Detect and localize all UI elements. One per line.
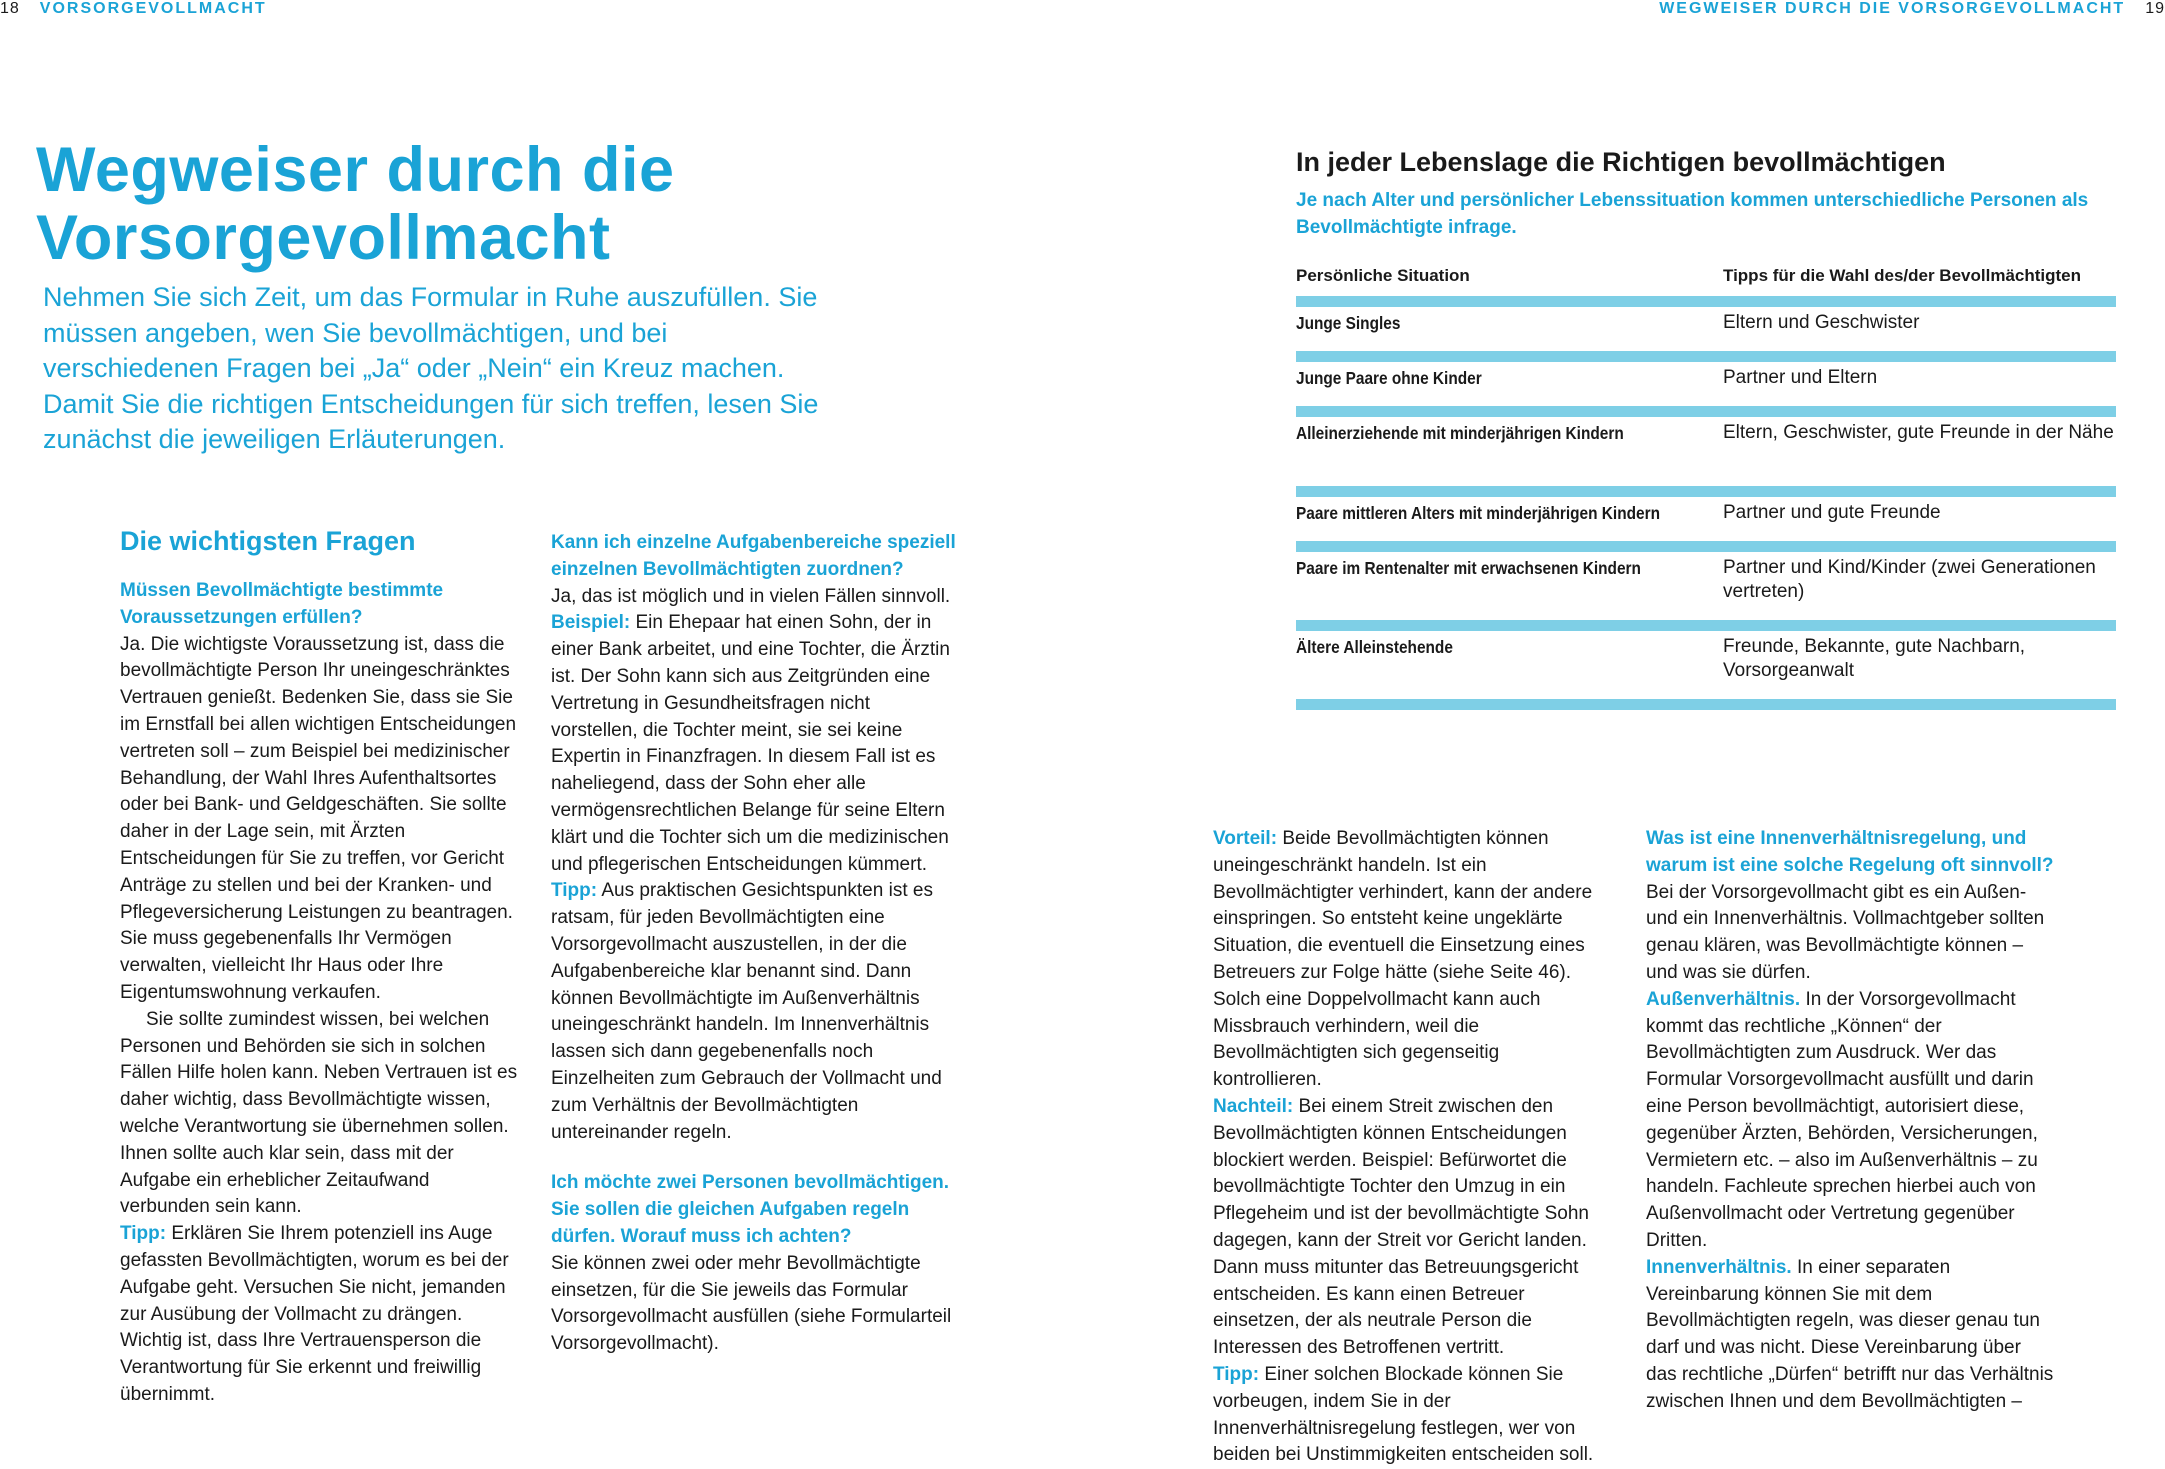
table-subtitle: Je nach Alter und persönlicher Lebenssituation kommen unterschiedliche Personen als Bevollmächtigte infrage. <box>1296 190 2089 238</box>
tip-cell: Eltern, Geschwister, gute Freunde in der Nähe <box>1723 422 2114 443</box>
question-heading: Was ist eine Innenverhältnisregelung, und warum ist eine solche Regelung oft sinnvoll? <box>1646 828 2054 876</box>
example-paragraph <box>551 610 961 878</box>
answer-paragraph: Bei der Vorsorgevollmacht gibt es ein Außen- und ein Innenverhältnis. Vollmachtgeber sollten genau klären, was Bevollmächtigte können – und was sie dürfen. <box>1646 881 2045 983</box>
table-row <box>1296 417 2116 497</box>
section-heading: Die wichtigsten Fragen <box>120 526 416 556</box>
situation-cell: Junge Paare ohne Kinder <box>1296 368 1482 388</box>
table-row <box>1296 631 2116 710</box>
page-number-left: 18 <box>0 0 20 17</box>
pro-text: Beide Bevollmächtigten können uneingeschränkt handeln. Ist ein Bevollmächtigter verhindert, kann der andere einspringen. So entsteht keine ungeklärte Situation, die eventuell die Einsetzung eines Betreuers zur Folge hätte (siehe Seite 46). Solch eine Doppelvollmacht kann auch Missbrauch verhindern, weil die Bevollmächtigten sich gegenseitig kontrollieren. <box>1213 828 1593 1091</box>
tip-paragraph <box>1213 1362 1613 1469</box>
tip-cell: Partner und Eltern <box>1723 367 1878 388</box>
question-heading: Müssen Bevollmächtigte bestimmte Voraussetzungen erfüllen? <box>120 580 444 628</box>
tip-cell: Partner und gute Freunde <box>1723 502 1941 523</box>
text-column-2 <box>551 530 961 1358</box>
example-label: Beispiel: <box>551 612 631 634</box>
table-row <box>1296 307 2116 362</box>
question-heading: Ich möchte zwei Personen bevollmächtigen. Sie sollen die gleichen Aufgaben regeln dürfen. Worauf muss ich achten? <box>551 1172 950 1247</box>
situation-cell: Alleinerziehende mit minderjährigen Kindern <box>1296 423 1624 443</box>
text-column-3 <box>1213 826 1613 1469</box>
table-row <box>1296 552 2116 631</box>
table-row <box>1296 362 2116 417</box>
tip-text: Einer solchen Blockade können Sie vorbeugen, indem Sie in der Innenverhältnisregelung festlegen, wer von beiden bei Unstimmigkeiten entscheiden soll. <box>1213 1363 1594 1466</box>
text-column-1 <box>120 524 520 1409</box>
con-text: Bei einem Streit zwischen den Bevollmächtigten können Entscheidungen blockiert werden. Beispiel: Befürwortet die bevollmächtigte Tochter den Umzug in ein Pflegeheim und ist der bevollmächtigte Sohn dagegen, kann der Streit vor Gericht landen. Dann muss mitunter das Betreuungsgericht entscheiden. Es kann einen Betreuer einsetzen, der als neutrale Person die Interessen des Betroffenen vertritt. <box>1213 1095 1590 1359</box>
answer-paragraph: Sie sollte zumindest wissen, bei welchen Personen und Behörden sie sich in solchen Fällen Hilfe holen kann. Neben Vertrauen ist es daher wichtig, dass Bevollmächtigte wissen, welche Verantwortung sie übernehmen sollen. Ihnen sollte auch klar sein, dass mit der Aufgabe ein erheblicher Zeitaufwand verbunden sein kann. <box>120 1008 518 1218</box>
pro-paragraph <box>1213 826 1613 1094</box>
page-title <box>36 136 936 272</box>
tip-text: Aus praktischen Gesichtspunkten ist es ratsam, für jeden Bevollmächtigten eine Vorsorgevollmacht auszustellen, in der die Aufgabenbereiche klar benannt sind. Dann können Bevollmächtigte im Außenverhältnis uneingeschränkt handeln. Im Innenverhältnis lassen sich dann gegebenenfalls noch Einzelheiten zum Gebrauch der Vollmacht und zum Verhältnis der Bevollmächtigten untereinander regeln. <box>551 880 942 1143</box>
page-title-line-2: Vorsorgevollmacht <box>36 203 611 273</box>
tip-label: Tipp: <box>120 1223 167 1245</box>
inner-relation-paragraph <box>1646 1255 2056 1416</box>
column-header: Persönliche Situation <box>1296 266 1470 285</box>
outer-relation-text: In der Vorsorgevollmacht kommt das rechtliche „Können“ der Bevollmächtigten zum Ausdruck. Wer das Formular Vorsorgevollmacht ausfüllt und darin eine Person bevollmächtigt, autorisiert diese, gegenüber Ärzten, Behörden, Versicherungen, Vermietern etc. – also im Außenverhältnis – zu handeln. Fachleute sprechen hierbei auch von Außenvollmacht oder Vertretung gegenüber Dritten. <box>1646 988 2038 1251</box>
text-column-4 <box>1646 826 2056 1416</box>
running-title-right: WEGWEISER DURCH DIE VORSORGEVOLLMACHT <box>1659 0 2126 17</box>
guidance-table <box>1296 260 2116 710</box>
tip-paragraph <box>551 878 961 1146</box>
pro-label: Vorteil: <box>1213 828 1278 849</box>
tip-text: Erklären Sie Ihrem potenziell ins Auge gefassten Bevollmächtigten, worum es bei der Aufgabe geht. Versuchen Sie nicht, jemanden zur Ausübung der Vollmacht zu drängen. Wichtig ist, dass Ihre Vertrauensperson die Verantwortung für Sie erkennt und freiwillig übernimmt. <box>120 1223 509 1405</box>
con-paragraph <box>1213 1094 1613 1362</box>
page-number-right: 19 <box>2145 0 2165 17</box>
lead-paragraph: Nehmen Sie sich Zeit, um das Formular in Ruhe auszufüllen. Sie müssen angeben, wen Sie bevollmächtigen, und bei verschiedenen Fragen bei „Ja“ oder „Nein“ ein Kreuz machen. Damit Sie die richtigen Entscheidungen für sich treffen, lesen Sie zunächst die jeweiligen Erläuterungen. <box>43 282 819 454</box>
table-title: In jeder Lebenslage die Richtigen bevollmächtigen <box>1296 147 1946 177</box>
outer-relation-paragraph <box>1646 987 2056 1255</box>
question-heading: Kann ich einzelne Aufgabenbereiche speziell einzelnen Bevollmächtigten zuordnen? <box>551 532 956 580</box>
inner-relation-label: Innenverhältnis. <box>1646 1256 1792 1278</box>
tip-label: Tipp: <box>1213 1363 1260 1385</box>
tip-cell: Freunde, Bekannte, gute Nachbarn, Vorsorgeanwalt <box>1723 636 2026 681</box>
situation-cell: Paare mittleren Alters mit minderjährigen Kindern <box>1296 503 1661 523</box>
running-header-left <box>0 0 267 22</box>
tip-cell: Partner und Kind/Kinder (zwei Generationen vertreten) <box>1723 557 2096 602</box>
con-label: Nachteil: <box>1213 1095 1294 1117</box>
tip-paragraph <box>120 1221 520 1409</box>
example-text: Ein Ehepaar hat einen Sohn, der in einer Bank arbeitet, und eine Tochter, die Ärztin ist. Der Sohn kann sich aus Zeitgründen eine Vertretung in Gesundheitsfragen nicht vorstellen, die Tochter meint, sie sei keine Expertin in Finanzfragen. In diesem Fall ist es naheliegend, dass der Sohn eher alle vermögensrechtlichen Belange für seine Eltern klärt und die Tochter sich um die medizinischen und pflegerischen Entscheidungen kümmert. <box>551 612 950 875</box>
table-row <box>1296 497 2116 552</box>
inner-relation-text: In einer separaten Vereinbarung können Sie mit dem Bevollmächtigten regeln, was dieser genau tun darf und was nicht. Diese Vereinbarung über das rechtliche „Dürfen“ betrifft nur das Verhältnis zwischen Ihnen und dem Bevollmächtigten – <box>1646 1256 2054 1412</box>
situation-cell: Ältere Alleinstehende <box>1296 637 1453 657</box>
running-title-left: VORSORGEVOLLMACHT <box>39 0 267 17</box>
answer-paragraph: Ja, das ist möglich und in vielen Fällen sinnvoll. <box>551 585 951 607</box>
situation-cell: Junge Singles <box>1296 313 1401 333</box>
tip-label: Tipp: <box>551 880 598 902</box>
situation-cell: Paare im Rentenalter mit erwachsenen Kindern <box>1296 558 1641 578</box>
tip-cell: Eltern und Geschwister <box>1723 312 1920 333</box>
outer-relation-label: Außenverhältnis. <box>1646 988 1801 1010</box>
answer-paragraph: Sie können zwei oder mehr Bevollmächtigte einsetzen, für die Sie jeweils das Formular Vorsorgevollmacht ausfüllen (siehe Formularteil Vorsorgevollmacht). <box>551 1252 952 1355</box>
answer-paragraph: Ja. Die wichtigste Voraussetzung ist, dass die bevollmächtigte Person Ihr uneingeschränktes Vertrauen genießt. Bedenken Sie, dass sie Sie im Ernstfall bei allen wichtigen Entscheidungen vertreten soll – zum Beispiel bei medizinischer Behandlung, der Wahl Ihres Aufenthaltsortes oder bei Bank- und Geldgeschäften. Sie sollte daher in der Lage sein, mit Ärzten Entscheidungen für Sie zu treffen, vor Gericht Anträge zu stellen und bei der Kranken- und Pflegeversicherung Leistungen zu beantragen. Sie muss gegebenenfalls Ihr Vermögen verwalten, vielleicht Ihr Haus oder Ihre Eigentumswohnung verkaufen. <box>120 633 517 1003</box>
running-header-right <box>1659 0 2165 22</box>
table-header-row <box>1296 260 2116 307</box>
column-header: Tipps für die Wahl des/der Bevollmächtigten <box>1723 266 2082 285</box>
page-title-line-1: Wegweiser durch die <box>36 135 675 205</box>
